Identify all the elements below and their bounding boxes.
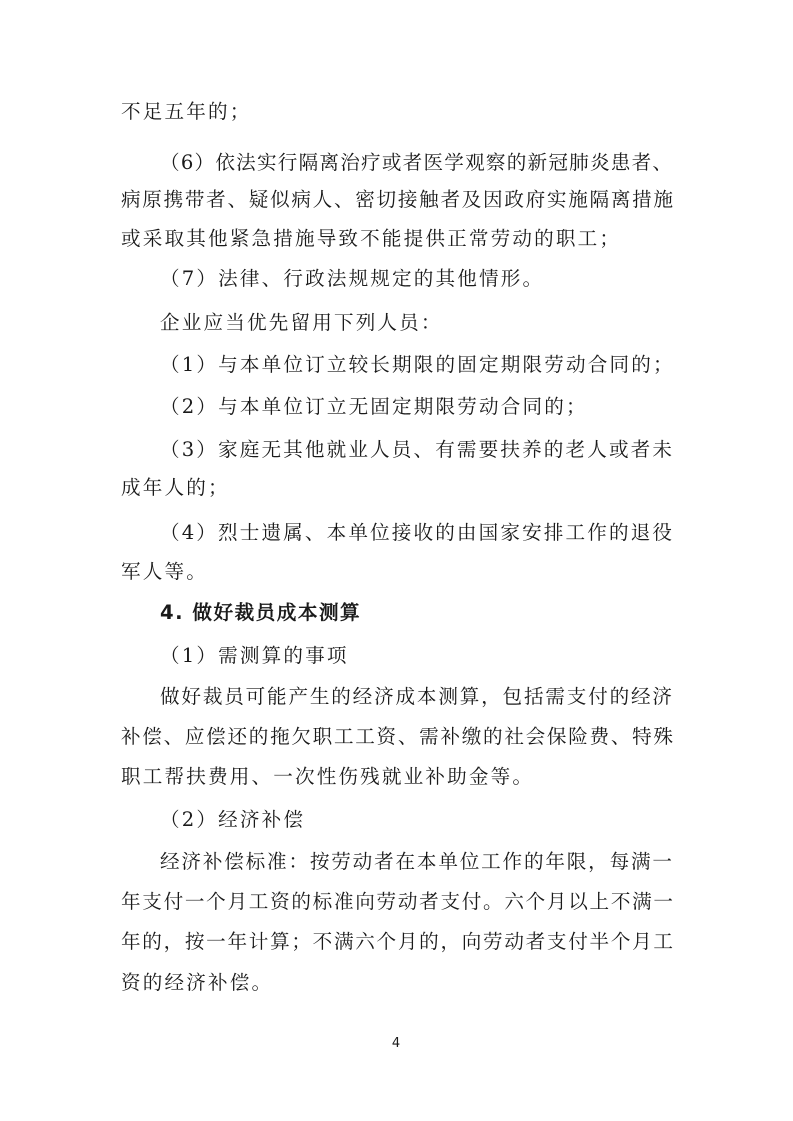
text-line-1: 不足五年的； — [121, 100, 252, 123]
text-line-10: 成年人的； — [121, 476, 230, 499]
text-line-6: 企业应当优先留用下列人员： — [160, 311, 443, 334]
text-line-18: （2）经济补偿 — [160, 808, 306, 831]
text-line-9: （3）家庭无其他就业人员、有需要扶养的老人或者未 — [160, 438, 672, 461]
text-line-21: 年的，按一年计算；不满六个月的，向劳动者支付半个月工 — [121, 930, 673, 953]
text-line-15: 做好裁员可能产生的经济成本测算，包括需支付的经济 — [160, 685, 672, 708]
text-line-16: 补偿、应偿还的拖欠职工工资、需补缴的社会保险费、特殊 — [121, 725, 673, 748]
text-line-8: （2）与本单位订立无固定期限劳动合同的； — [160, 395, 588, 418]
text-line-7: （1）与本单位订立较长期限的固定期限劳动合同的； — [160, 353, 675, 376]
text-line-20: 年支付一个月工资的标准向劳动者支付。六个月以上不满一 — [121, 890, 673, 913]
text-line-14: （1）需测算的事项 — [160, 644, 349, 667]
text-line-5: （7）法律、行政法规规定的其他情形。 — [160, 267, 545, 290]
text-line-11: （4）烈士遗属、本单位接收的由国家安排工作的退役 — [160, 521, 672, 544]
text-line-3: 病原携带者、疑似病人、密切接触者及因政府实施隔离措施 — [121, 188, 673, 211]
text-line-19: 经济补偿标准：按劳动者在本单位工作的年限，每满一 — [160, 850, 672, 873]
text-line-12: 军人等。 — [121, 560, 208, 583]
text-line-17: 职工帮扶费用、一次性伤残就业补助金等。 — [121, 765, 535, 788]
page-number: 4 — [391, 1036, 401, 1051]
text-line-22: 资的经济补偿。 — [121, 971, 274, 994]
text-line-2: （6）依法实行隔离治疗或者医学观察的新冠肺炎患者、 — [160, 151, 672, 174]
text-line-4: 或采取其他紧急措施导致不能提供正常劳动的职工； — [121, 227, 622, 250]
section-heading: 4. 做好裁员成本测算 — [160, 601, 362, 624]
